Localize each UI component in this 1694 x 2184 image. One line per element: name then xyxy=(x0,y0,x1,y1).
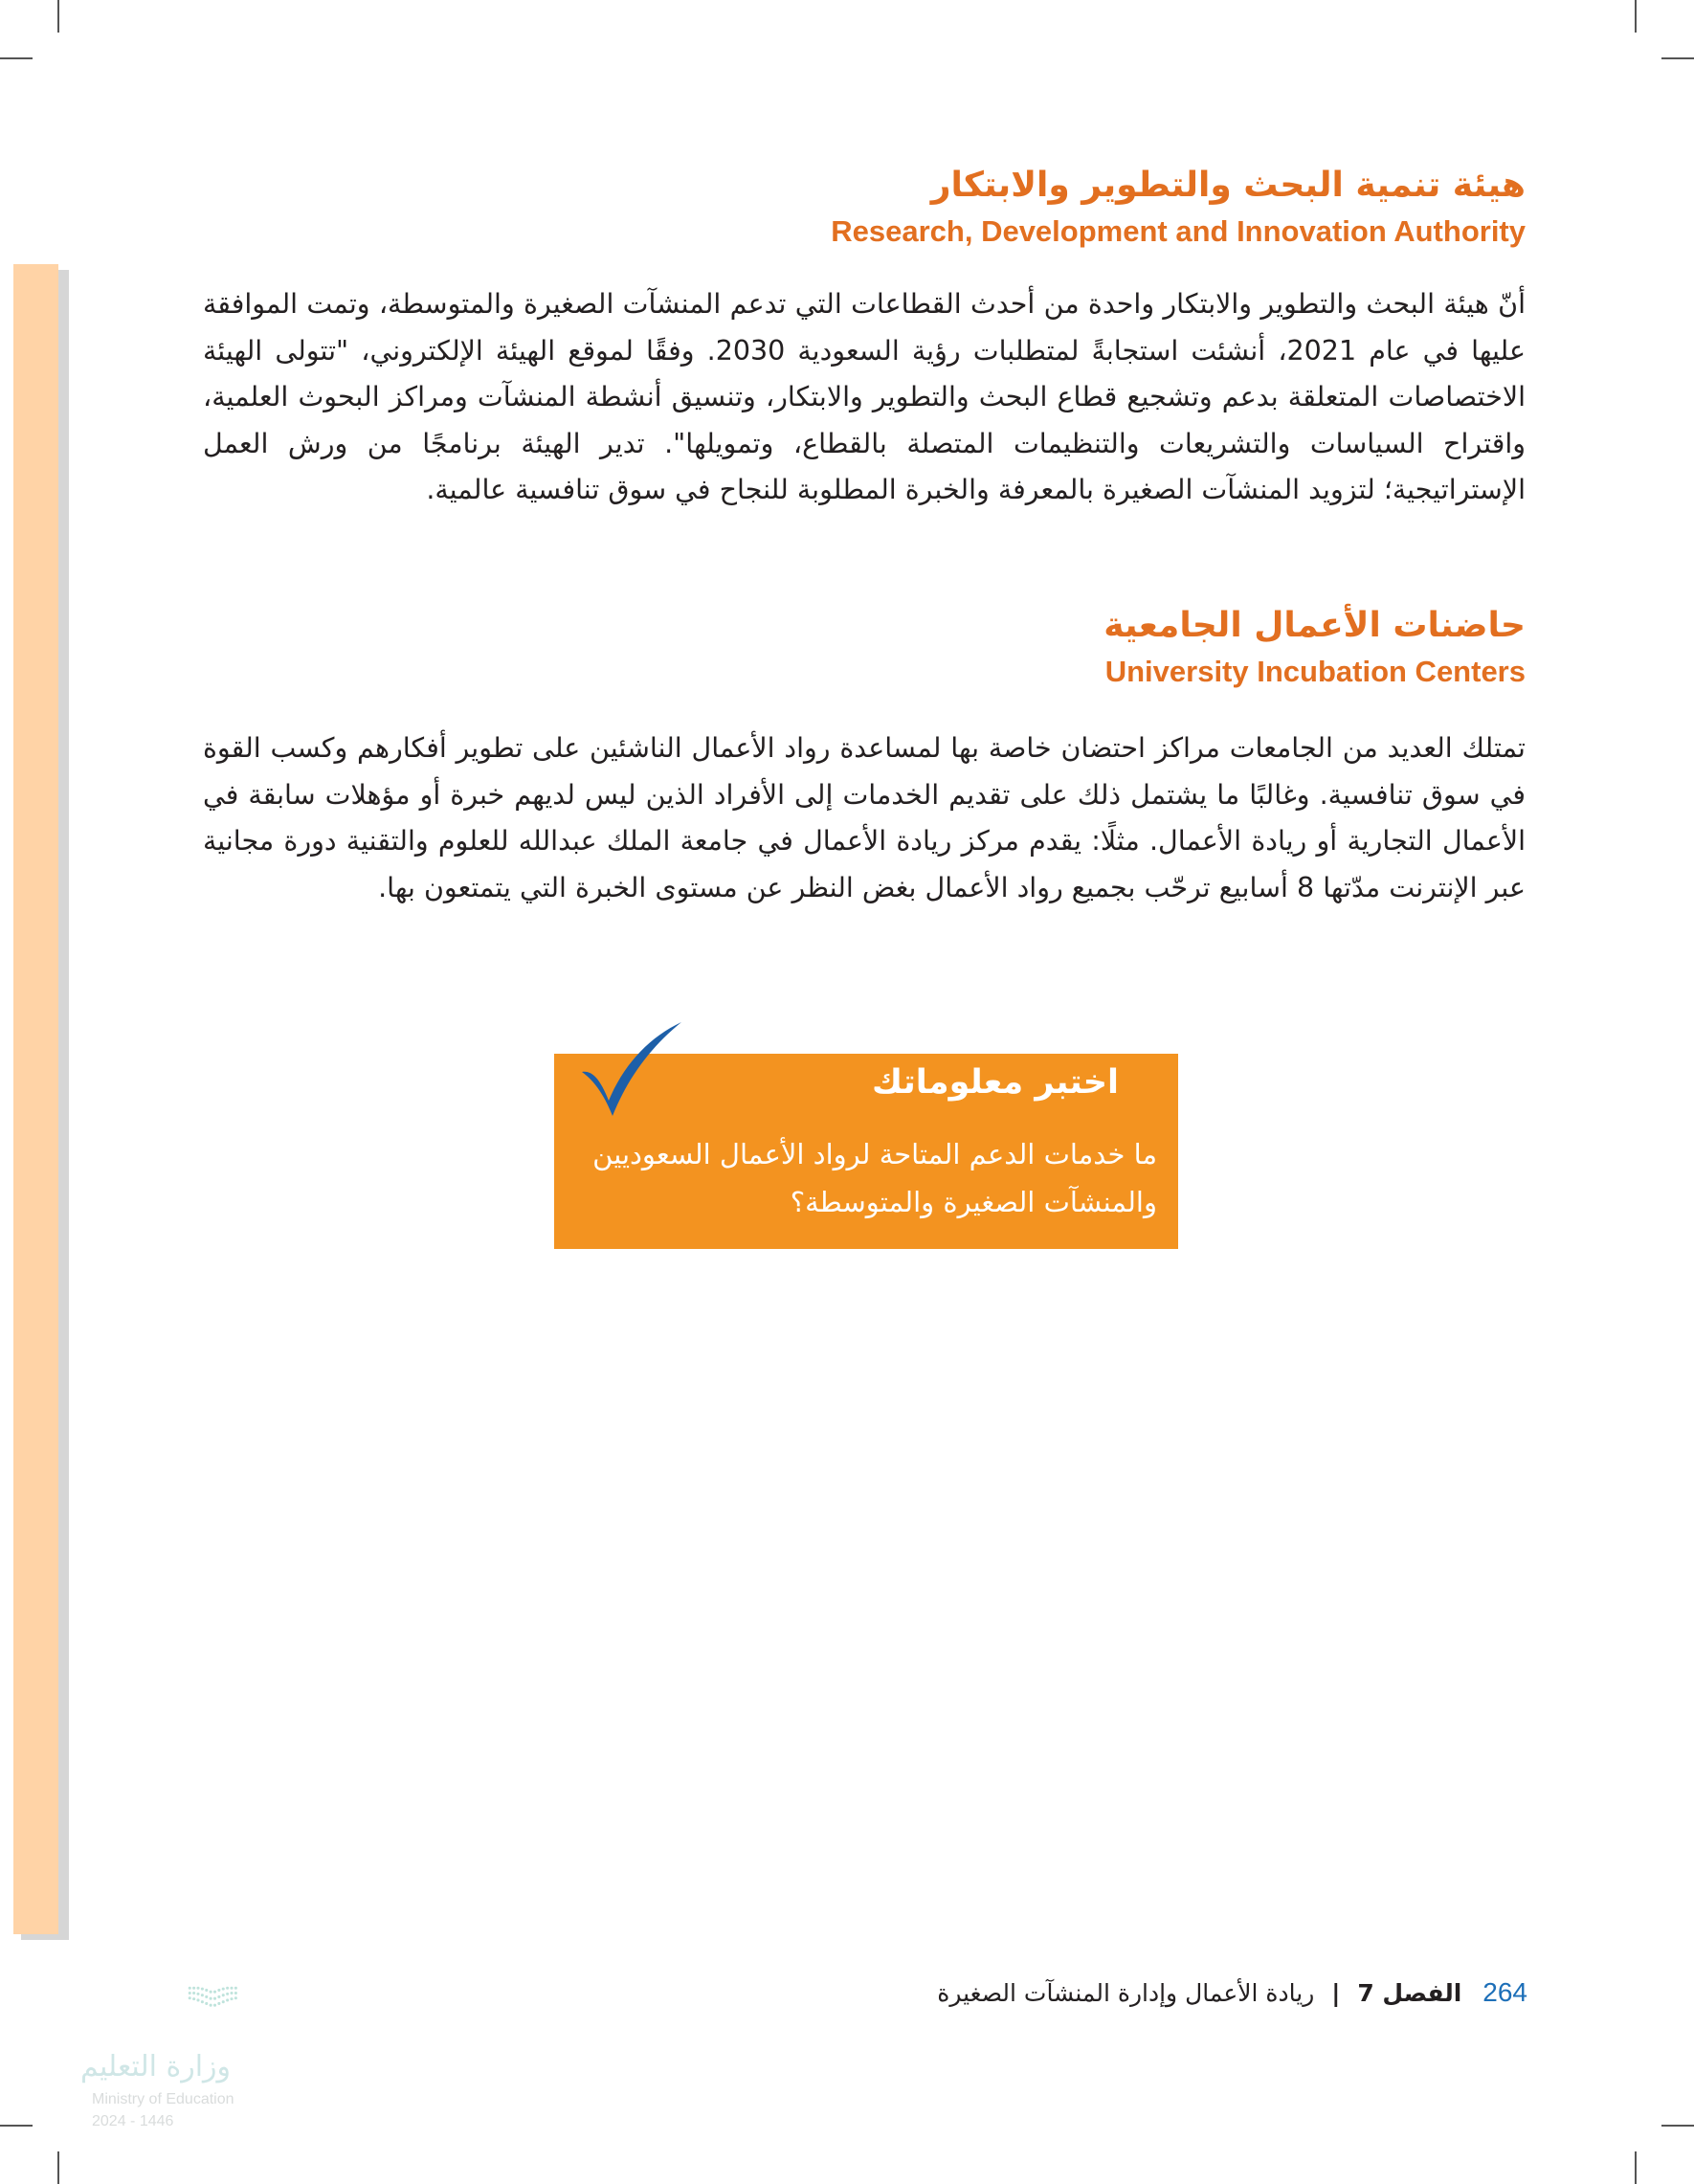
section-rdi-authority xyxy=(203,161,1526,514)
crop-mark xyxy=(57,0,59,33)
section-heading-en: University Incubation Centers xyxy=(1104,655,1526,688)
ministry-year: 2024 - 1446 xyxy=(92,2113,174,2129)
section-paragraph: أنّ هيئة البحث والتطوير والابتكار واحدة من أحدث القطاعات التي تدعم المنشآت الصغيرة والمتوسطة، وتمت الموافقة عليها في عام 2021، أنشئت استجابةً لمتطلبات رؤية السعودية 2030. وفقًا لموقع الهيئة الإلكتروني، "تتولى الهيئة الاختصاصات المتعلقة بدعم وتشجيع قطاع البحث والتطوير والابتكار، وتنسيق أنشطة المنشآت ومراكز البحوث العلمية، واقتراح السياسات والتشريعات والتنظيمات المتصلة بالقطاع، وتمويلها". تدير الهيئة برنامجًا من ورش العمل الإستراتيجية؛ لتزويد المنشآت الصغيرة بالمعرفة والخبرة المطلوبة للنجاح في سوق تنافسية عالمية. xyxy=(203,288,1526,505)
crop-mark xyxy=(57,2151,59,2184)
quiz-title: اختبر معلوماتك xyxy=(872,1063,1119,1102)
crop-mark xyxy=(1661,57,1694,59)
checkmark-icon xyxy=(580,1022,685,1118)
book-title: ريادة الأعمال وإدارة المنشآت الصغيرة xyxy=(937,1979,1315,2007)
section-paragraph: تمتلك العديد من الجامعات مراكز احتضان خاصة بها لمساعدة رواد الأعمال الناشئين على تطوير أفكارهم وكسب القوة في سوق تنافسية. وغالبًا ما يشتمل ذلك على تقديم الخدمات إلى الأفراد الذين ليس لديهم خبرة أو مؤهلات سابقة في الأعمال التجارية أو ريادة الأعمال. مثلًا: يقدم مركز ريادة الأعمال في جامعة الملك عبدالله للعلوم والتقنية دورة مجانية عبر الإنترنت مدّتها 8 أسابيع ترحّب بجميع رواد الأعمال بغض النظر عن مستوى الخبرة التي يتمتعون بها. xyxy=(203,732,1526,903)
section-heading-ar: هيئة تنمية البحث والتطوير والابتكار xyxy=(930,166,1526,205)
ministry-logo-icon xyxy=(80,1983,329,2050)
footer-separator: | xyxy=(1331,1979,1341,2007)
section-university-incubation xyxy=(203,601,1526,911)
chapter-label: الفصل 7 xyxy=(1357,1979,1462,2007)
section-heading-ar: حاضنات الأعمال الجامعية xyxy=(1103,606,1526,645)
crop-mark xyxy=(1635,0,1637,33)
quiz-question: ما خدمات الدعم المتاحة لرواد الأعمال السعوديين والمنشآت الصغيرة والمتوسطة؟ xyxy=(592,1138,1157,1218)
page-number: 264 xyxy=(1482,1977,1527,2007)
crop-mark xyxy=(0,57,33,59)
ministry-name-ar: وزارة التعليم xyxy=(80,2050,232,2084)
crop-mark xyxy=(1635,2151,1637,2184)
section-heading-en: Research, Development and Innovation Authority xyxy=(831,214,1526,248)
crop-mark xyxy=(1661,2125,1694,2127)
ministry-name-en: Ministry of Education xyxy=(92,2091,234,2107)
crop-mark xyxy=(0,2125,33,2127)
side-bar xyxy=(13,264,58,1934)
page-footer xyxy=(937,1977,1527,2008)
